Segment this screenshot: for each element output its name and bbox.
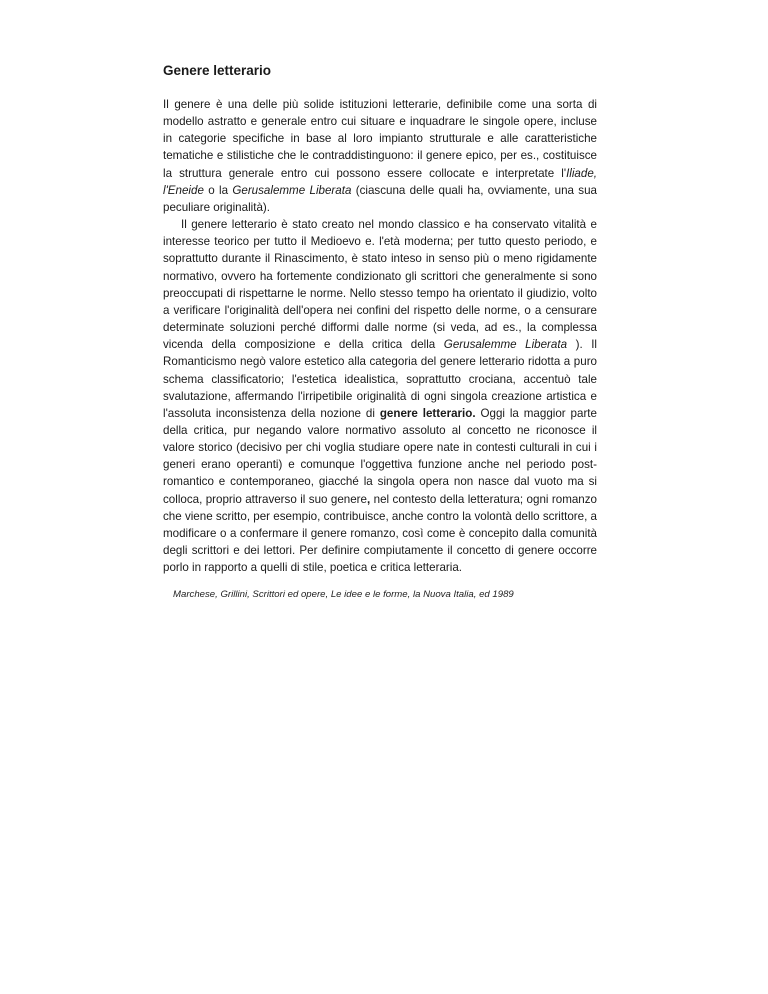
paragraph-1-text-3: (ciascuna delle quali ha, ovviamente, una sua peculiare originalità). xyxy=(163,183,597,214)
paragraph-2-text-2: ). Il Romanticismo negò valore estetico alla categoria del genere letterario ridotta a puro schema classificatorio; l'estetica idealistica, soprattutto crociana, accentuò tale svalutazione, affermando l'irripetibile originalità di ogni singola creazione artistica e l'assoluta inconsistenza della nozione di xyxy=(163,338,597,420)
paragraph-2-bold-2: , xyxy=(367,492,371,506)
paragraph-2 xyxy=(163,216,597,576)
document-page xyxy=(163,62,597,602)
paragraph-2-bold-1: genere letterario. xyxy=(379,406,476,420)
paragraph-1-text-2: o la xyxy=(203,183,233,197)
paragraph-1-italic-2: Gerusalemme Liberata xyxy=(232,183,352,197)
source-citation: Marchese, Grillini, Scrittori ed opere, Le idee e le forme, la Nuova Italia, ed 1989 xyxy=(173,589,514,601)
paragraph-2-text-3: Oggi la maggior parte della critica, pur negando valore normativo assoluto al concetto ne riconosce il valore storico (decisivo per chi voglia studiare opere nate in contesti culturali in cui i generi erano operanti) e comunque l'oggettiva funzione anche nel periodo post-romantico e contemporaneo, giacché la singola opera non nasce dal vuoto ma si colloca, proprio attraverso il suo genere xyxy=(163,406,597,506)
document-title: Genere letterario xyxy=(163,63,272,78)
paragraph-2-text-4: nel contesto della letteratura; ogni romanzo che viene scritto, per esempio, contribuisce, anche contro la volontà dello scrittore, a modificare o a confermare il genere romanzo, così come è concepito dalla comunità degli scrittori e dei lettori. Per definire compiutamente il concetto di genere occorre porlo in rapporto a quelli di stile, poetica e critica letteraria. xyxy=(163,492,597,575)
paragraph-1-text-1: Il genere è una delle più solide istituzioni letterarie, definibile come una sorta di modello astratto e generale entro cui situare e inquadrare le singole opere, incluse in categorie specifiche in base al loro impianto strutturale e alle caratteristiche tematiche e stilistiche che le contraddistinguono: il genere epico, per es., costituisce la struttura generale entro cui possono essere collocate e interpretate l' xyxy=(163,98,597,180)
paragraph-1 xyxy=(163,96,597,216)
paragraph-2-text-1: Il genere letterario è stato creato nel mondo classico e ha conservato vitalità e interesse teorico per tutto il Medioevo e. l'età moderna; per tutto questo periodo, e soprattutto durante il Rinascimento, è stato inteso in senso più o meno rigidamente normativo, ovvero ha fortemente condizionato gli scrittori che generalmente si sono preoccupati di rispettarne le norme. Nello stesso tempo ha orientato il giudizio, volto a verificare l'originalità dell'opera nei confini del rispetto delle norme, o a censurare determinate soluzioni perché difformi dalle norme (si veda, ad es., la complessa vicenda della composizione e della critica della xyxy=(163,218,597,352)
paragraph-1-italic-1: Iliade, l'Eneide xyxy=(163,166,597,197)
paragraph-2-italic-1: Gerusalemme Liberata xyxy=(443,338,568,352)
